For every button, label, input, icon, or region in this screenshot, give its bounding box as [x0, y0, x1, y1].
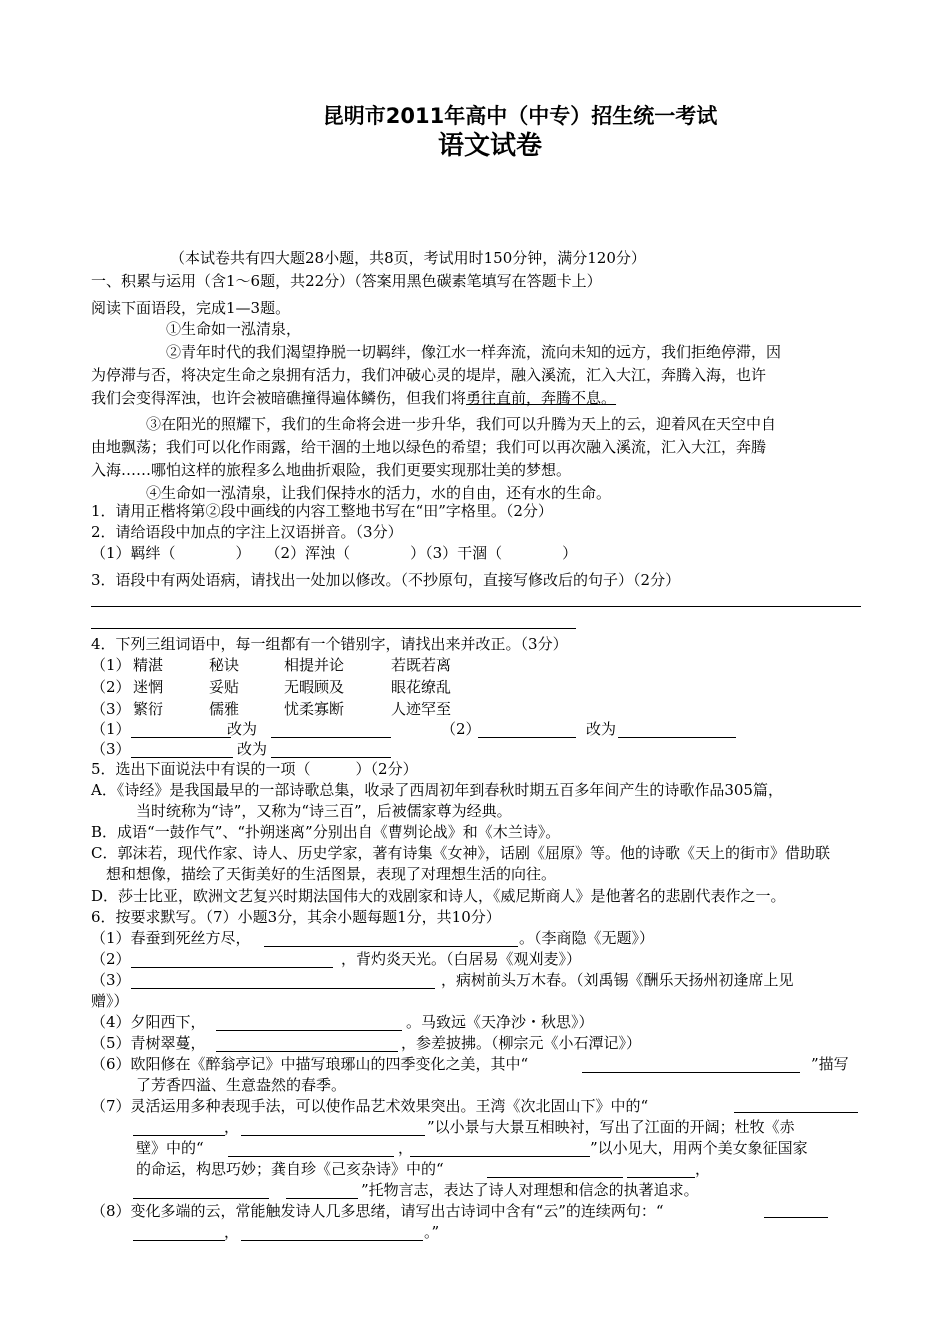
dictation-7-line1: （7）灵活运用多种表现手法，可以使作品艺术效果突出。王湾《次北固山下》中的“	[91, 1097, 649, 1115]
answer-line[interactable]	[241, 1135, 425, 1136]
answer-line[interactable]	[627, 1177, 695, 1178]
dictation-3-cont: 赠》）	[91, 992, 129, 1010]
answer-line[interactable]	[131, 757, 233, 758]
question-2-items: （1）羁绊（ ） （2）浑浊（ ）（3）干涸（ ）	[91, 544, 578, 562]
answer-line[interactable]	[264, 946, 518, 947]
option-a-line2: 当时统称为“诗”，又称为“诗三百”，后被儒家尊为经典。	[136, 802, 512, 820]
question-4: 4．下列三组词语中，每一组都有一个错别字，请找出来并改正。（3分）	[91, 635, 568, 653]
passage-intro: 阅读下面语段，完成1—3题。	[91, 299, 291, 317]
dictation-5: （5）青树翠蔓， ，参差披拂。（柳宗元《小石潭记》）	[91, 1034, 642, 1052]
answer-line[interactable]	[131, 737, 231, 738]
answer-line[interactable]	[764, 1217, 828, 1218]
dictation-1: （1）春蚕到死丝方尽， 。（李商隐《无题》）	[91, 929, 655, 947]
answer-line[interactable]	[478, 737, 576, 738]
exam-subtitle: 语文试卷	[437, 131, 542, 161]
question-1: 1．请用正楷将第②段中画线的内容工整地书写在“田”字格里。（2分）	[91, 502, 553, 520]
passage-paragraph-3-line3: 入海……哪怕这样的旅程多么地曲折艰险，我们更要实现那壮美的梦想。	[91, 461, 572, 479]
passage-paragraph-2-line2: 为停滞与否，将决定生命之泉拥有活力，我们冲破心灵的堤岸，融入溪流，汇入大江，奔腾入海，也许	[91, 366, 767, 384]
dictation-2: （2） ，背灼炎天光。（白居易《观刈麦》）	[91, 950, 582, 968]
dictation-7-line4: 的命运，构思巧妙；龚自珍《己亥杂诗》中的“	[136, 1160, 444, 1178]
answer-line[interactable]	[410, 1156, 590, 1157]
underlined-phrase: 勇往直前，奔腾不息。	[466, 389, 617, 407]
dictation-6-cont: 了芳香四溢、生意盎然的春季。	[136, 1076, 347, 1094]
answer-line[interactable]	[271, 757, 391, 758]
word-group-1: （1） 精湛 秘诀 相提并论 若既若离	[91, 656, 452, 674]
answer-line[interactable]	[487, 1177, 623, 1178]
answer-line[interactable]	[582, 1072, 800, 1073]
dictation-3: （3） ，病树前头万木春。（刘禹锡《酬乐天扬州初逢席上见	[91, 971, 794, 989]
answer-line[interactable]	[131, 988, 435, 989]
exam-page: 昆明市2011年高中（中专）招生统一考试 语文试卷 （本试卷共有四大题28小题，共8页，考试用时150分钟，满分120分） 一、积累与运用（含1～6题，共22分）（答案用黑色碳素笔填写在答题卡上） 阅读下面语段，完成1—3题。 ①生命如一泓清泉， ②青年时代的我们渴望挣脱一切羁绊，像江水一样奔流，流向未知的远方，我们拒绝停滞，因 为停滞与否，将决定生命之泉拥有活力，我们冲破心灵的堤岸，融入溪流，汇入大江，奔腾入海，也许 我们会变得浑浊，也许会被暗礁撞得遍体鳞伤，但我们将勇往直前，奔腾不息。 ③在阳光的照耀下，我们的生命将会进一步升华，我们可以升腾为天上的云，迎着风在天空中自 由地飘荡；我们可以化作雨露，给干涸的土地以绿色的希望；我们可以再次融入溪流，汇入大江，奔腾 入海……哪怕这样的旅程多么地曲折艰险，我们更要实现那壮美的梦想。 ④生命如一泓清泉，让我们保持水的活力，水的自由，还有水的生命。 1．请用正楷将第②段中画线的内容工整地书写在“田”字格里。（2分） 2．请给语段中加点的字注上汉语拼音。（3分） （1）羁绊（ ） （2）浑浊（ ）（3）干涸（ ） 3．语段中有两处语病，请找出一处加以修改。（不抄原句，直接写修改后的句子）（2分） 4．下列三组词语中，每一组都有一个错别字，请找出来并改正。（3分） （1） 精湛 秘诀 相提并论 若既若离 （2） 迷惘 妥贴 无暇顾及 眼花缭乱 （3） 繁衍 儒雅 忧柔寡断 人迹罕至 （1） 改为 （2） 改为 （3） 改为 5．选出下面说法中有误的一项（ ）（2分） A．《诗经》是我国最早的一部诗歌总集，收录了西周初年到春秋时期五百多年间产生的诗歌作品305篇， 当时统称为“诗”，又称为“诗三百”，后被儒家尊为经典。 B．成语“一鼓作气”、“扑朔迷离”分别出自《曹刿论战》和《木兰诗》。 C．郭沫若，现代作家、诗人、历史学家，著有诗集《女神》，话剧《屈原》等。他的诗歌《天上的街市》借助联 想和想像，描绘了天街美好的生活图景，表现了对理想生活的向往。 D．莎士比亚，欧洲文艺复兴时期法国伟大的戏剧家和诗人，《威尼斯商人》是他著名的悲剧代表作之一。 6．按要求默写。（7）小题3分，其余小题每题1分，共10分） （1）春蚕到死丝方尽， 。（李商隐《无题》） （2） ，背灼炎天光。（白居易《观刈麦》） （3） ，病树前头万木春。（刘禹锡《酬乐天扬州初逢席上见 赠》） （4）夕阳西下， 。马致远《天净沙・秋思》） （5）青树翠蔓， ，参差披拂。（柳宗元《小石潭记》） （6）欧阳修在《醉翁亭记》中描写琅琊山的四季变化之美，其中“ ”描写 了芳香四溢、生意盎然的春季。 （7）灵活运用多种表现手法，可以使作品艺术效果突出。王湾《次北固山下》中的“ ， ”以小景与大景互相映衬，写出了江面的开阔；杜牧《赤 壁》中的“ ， ”以小见大，用两个美女象征国家 的命运，构思巧妙；龚自珍《己亥杂诗》中的“ ， ”托物言志，表达了诗人对理想和信念的执著追求。 （8）变化多端的云，常能触发诗人几多思绪，请写出古诗词中含有“云”的连续两句：“ ， 。”	[0, 0, 950, 1344]
answer-line[interactable]	[133, 1135, 225, 1136]
answer-line[interactable]	[131, 967, 333, 968]
answer-line[interactable]	[133, 1240, 225, 1241]
question-6: 6．按要求默写。（7）小题3分，其余小题每题1分，共10分）	[91, 908, 501, 926]
dictation-6: （6）欧阳修在《醉翁亭记》中描写琅琊山的四季变化之美，其中“ ”描写	[91, 1055, 849, 1073]
comma: ，	[695, 1160, 711, 1178]
answer-line[interactable]	[216, 1051, 398, 1052]
answer-line[interactable]	[241, 1240, 423, 1241]
q4-answer-row-2: （3） 改为	[91, 740, 268, 758]
exam-info: （本试卷共有四大题28小题，共8页，考试用时150分钟，满分120分）	[170, 249, 646, 267]
passage-paragraph-3-line1: ③在阳光的照耀下，我们的生命将会进一步升华，我们可以升腾为天上的云，迎着风在天空中自	[146, 415, 777, 433]
option-d: D．莎士比亚，欧洲文艺复兴时期法国伟大的戏剧家和诗人，《威尼斯商人》是他著名的悲剧代表作之一。	[91, 887, 786, 905]
section-heading: 一、积累与运用（含1～6题，共22分）（答案用黑色碳素笔填写在答题卡上）	[91, 272, 602, 290]
answer-line[interactable]	[734, 1112, 858, 1113]
q4-answer-row-1: （1） 改为 （2） 改为	[91, 720, 617, 738]
option-b: B．成语“一鼓作气”、“扑朔迷离”分别出自《曹刿论战》和《木兰诗》。	[91, 823, 561, 841]
option-a-line1: A．《诗经》是我国最早的一部诗歌总集，收录了西周初年到春秋时期五百多年间产生的诗歌作品305篇，	[91, 781, 783, 799]
question-5: 5．选出下面说法中有误的一项（ ）（2分）	[91, 760, 418, 778]
word-group-3: （3） 繁衍 儒雅 忧柔寡断 人迹罕至	[91, 700, 452, 718]
dictation-4: （4）夕阳西下， 。马致远《天净沙・秋思》）	[91, 1013, 594, 1031]
question-2: 2．请给语段中加点的字注上汉语拼音。（3分）	[91, 523, 403, 541]
answer-line[interactable]	[133, 1198, 269, 1199]
answer-line[interactable]	[286, 1198, 358, 1199]
dictation-7-line3: 壁》中的“ ， ”以小见大，用两个美女象征国家	[136, 1139, 808, 1157]
passage-paragraph-3-line2: 由地飘荡；我们可以化作雨露，给干涸的土地以绿色的希望；我们可以再次融入溪流，汇入大江，奔腾	[91, 438, 767, 456]
option-c-line1: C．郭沫若，现代作家、诗人、历史学家，著有诗集《女神》，话剧《屈原》等。他的诗歌《天上的街市》借助联	[91, 844, 830, 862]
answer-line[interactable]	[618, 737, 736, 738]
passage-paragraph-1: ①生命如一泓清泉，	[166, 320, 302, 338]
exam-title: 昆明市2011年高中（中专）招生统一考试	[322, 104, 718, 128]
dictation-8: （8）变化多端的云，常能触发诗人几多思绪，请写出古诗词中含有“云”的连续两句：“	[91, 1202, 664, 1220]
answer-line[interactable]	[91, 628, 576, 629]
option-c-line2: 想和想像，描绘了天街美好的生活图景，表现了对理想生活的向往。	[106, 865, 557, 883]
answer-line[interactable]	[91, 606, 861, 607]
question-3: 3．语段中有两处语病，请找出一处加以修改。（不抄原句，直接写修改后的句子）（2分）	[91, 571, 681, 589]
answer-line[interactable]	[216, 1030, 402, 1031]
answer-line[interactable]	[228, 1156, 394, 1157]
answer-line[interactable]	[271, 737, 391, 738]
word-group-2: （2） 迷惘 妥贴 无暇顾及 眼花缭乱	[91, 678, 452, 696]
passage-paragraph-4: ④生命如一泓清泉，让我们保持水的活力，水的自由，还有水的生命。	[146, 484, 612, 502]
passage-text: 我们会变得浑浊，也许会被暗礁撞得遍体鳞伤，但我们将	[91, 389, 467, 407]
passage-paragraph-2-line1: ②青年时代的我们渴望挣脱一切羁绊，像江水一样奔流，流向未知的远方，我们拒绝停滞，因	[166, 343, 782, 361]
passage-paragraph-2-line3	[91, 388, 616, 408]
